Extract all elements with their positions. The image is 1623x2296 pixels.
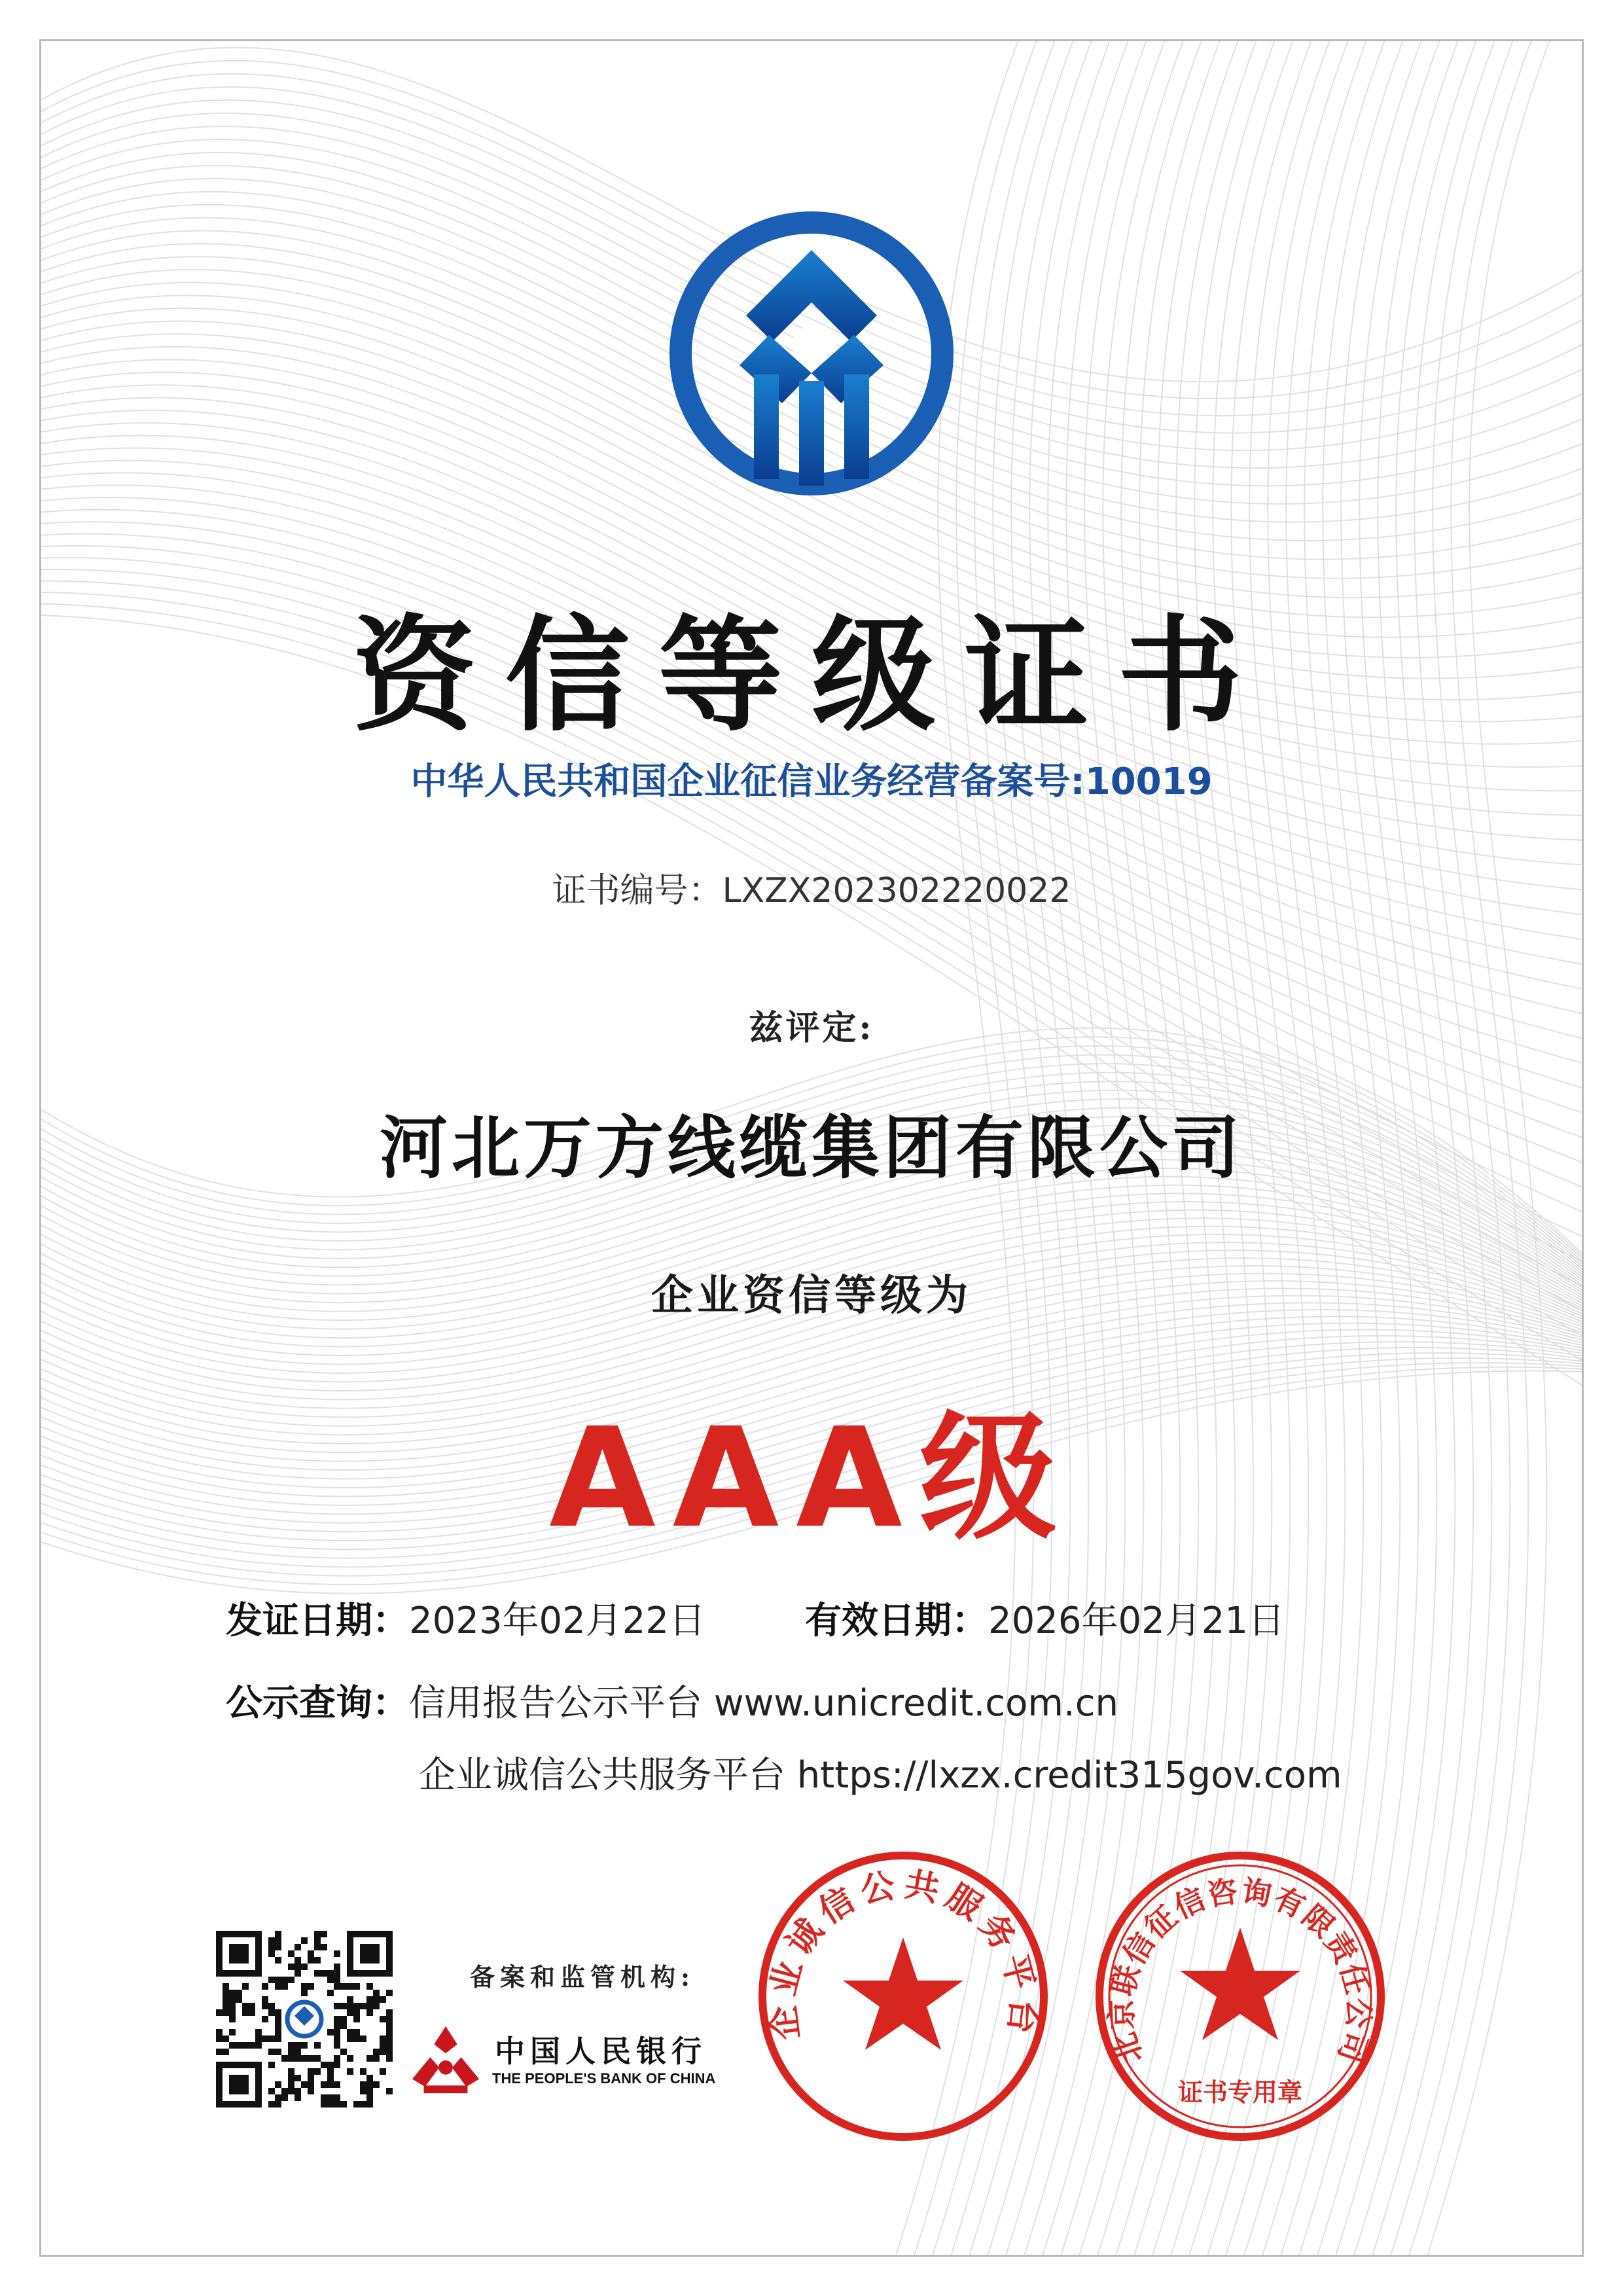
seal-2-bottom-text: 证书专用章 [1177, 2077, 1303, 2107]
issue-date-label: 发证日期： [226, 1600, 409, 1642]
valid-date-value: 2026年02月21日 [988, 1600, 1285, 1642]
certificate-title: 资信等级证书 [351, 603, 1271, 748]
assessment-intro: 兹评定: [749, 1008, 874, 1048]
credit-grade: AAA级 [549, 1398, 1074, 1558]
seal-1-text: 企业诚信公共服务平台 [762, 1864, 1044, 2043]
qr-code-icon [216, 1931, 393, 2108]
seal-2-text: 北京联信征信咨询有限责任公司 [1103, 1873, 1377, 2068]
seal-credit-consulting-company [1090, 1846, 1391, 2147]
pboc-name-cn: 中国人民银行 [495, 2034, 707, 2069]
query-line-1: 信用报告公示平台 www.unicredit.com.cn [409, 1682, 1118, 1725]
query-line-2: 企业诚信公共服务平台 https://lxzx.credit315gov.com [419, 1754, 1342, 1797]
star-icon [1180, 1928, 1300, 2040]
company-name: 河北万方线缆集团有限公司 [379, 1107, 1243, 1188]
star-icon [843, 1937, 963, 2050]
seal-public-service-platform [753, 1846, 1054, 2147]
certificate-number: 证书编号：LXZX202302220022 [552, 871, 1071, 910]
valid-date-row [805, 1592, 1285, 1644]
issue-date-value: 2023年02月22日 [409, 1600, 706, 1642]
rating-label: 企业资信等级为 [651, 1271, 972, 1320]
valid-date-label: 有效日期： [805, 1600, 988, 1642]
issue-date-row [226, 1592, 705, 1644]
filing-number: 中华人民共和国企业征信业务经营备案号:10019 [410, 761, 1213, 803]
agency-logo-icon [668, 209, 955, 497]
registration-label: 备案和监管机构: [470, 1962, 696, 1992]
public-query-row [226, 1674, 1118, 1727]
public-query-label: 公示查询： [226, 1682, 409, 1725]
pboc-logo-icon [407, 2022, 484, 2100]
pboc-name-en: THE PEOPLE'S BANK OF CHINA [492, 2070, 716, 2087]
